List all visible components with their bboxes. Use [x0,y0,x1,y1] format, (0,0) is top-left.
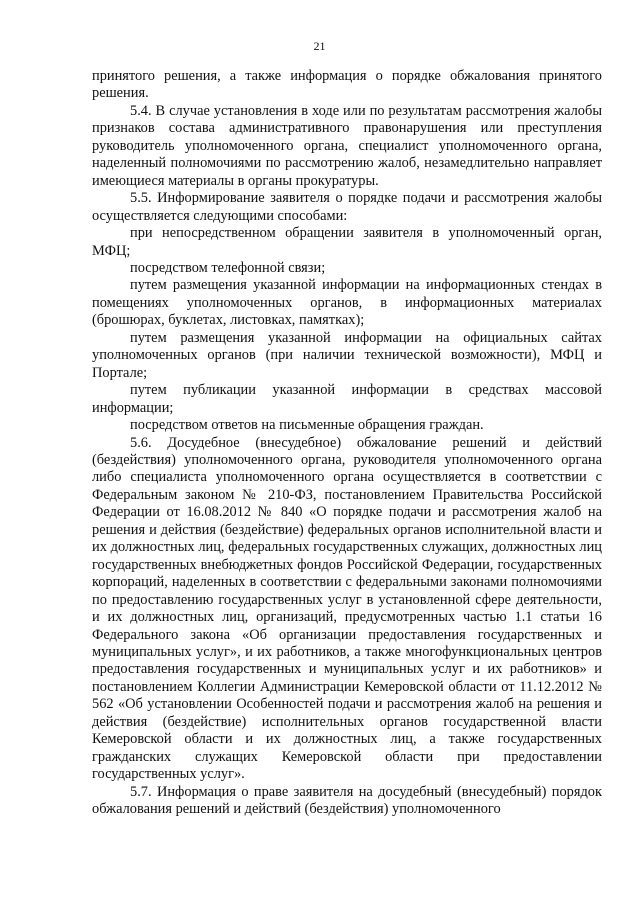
document-body [92,68,602,818]
paragraph-5-4: 5.4. В случае установления в ходе или по результатам рассмотрения жалобы признаков состава административного правонарушения или преступления руководитель уполномоченного органа, специалист уполномоченного органа, наделенный полномочиями по рассмотрению жалоб, незамедлительно направляет имеющиеся материалы в органы прокуратуры. [92,102,602,189]
list-item-info-stands: путем размещения указанной информации на информационных стендах в помещениях уполномоченных органов, в информационных материалах (брошюрах, буклетах, листовках, памятках); [92,277,602,329]
paragraph-5-6: 5.6. Досудебное (внесудебное) обжалование решений и действий (бездействия) уполномоченного органа, руководителя уполномоченного органа либо специалиста уполномоченного органа осуществляется в соответствии с Федеральным законом № 210-ФЗ, постановлением Правительства Российской Федерации от 16.08.2012 № 840 «О порядке подачи и рассмотрения жалоб на решения и действия (бездействие) федеральных органов исполнительной власти и их должностных лиц, федеральных государственных служащих, должностных лиц государственных внебюджетных фондов Российской Федерации, государственных корпораций, наделенных в соответствии с федеральными законами полномочиями по предоставлению государственных услуг в установленной сфере деятельности, и их должностных лиц, организаций, предусмотренных частью 1.1 статьи 16 Федерального закона «Об организации предоставления государственных и муниципальных услуг», и их работников, а также многофункциональных центров предоставления государственных и муниципальных услуг и их работников» и постановлением Коллегии Администрации Кемеровской области от 11.12.2012 № 562 «Об установлении Особенностей подачи и рассмотрения жалоб на решения и действия (бездействие) исполнительных органов государственной власти Кемеровской области и их должностных лиц, а также государственных гражданских служащих Кемеровской области при предоставлении государственных услуг». [92,434,602,783]
paragraph-continuation: принятого решения, а также информация о порядке обжалования принятого решения. [92,68,602,102]
list-item-direct-appeal: при непосредственном обращении заявителя в уполномоченный орган, МФЦ; [92,225,602,259]
list-item-telephone: посредством телефонной связи; [130,259,326,276]
paragraph-5-5: 5.5. Информирование заявителя о порядке подачи и рассмотрения жалобы осуществляется следующими способами: [92,190,602,224]
paragraph-5-7: 5.7. Информация о праве заявителя на досудебный (внесудебный) порядок обжалования решений и действий (бездействия) уполномоченного [92,783,602,818]
list-item-written-responses: посредством ответов на письменные обращения граждан. [130,417,484,434]
list-item-mass-media: путем публикации указанной информации в средствах массовой информации; [92,382,602,416]
list-item-official-sites: путем размещения указанной информации на официальных сайтах уполномоченных органов (при наличии технической возможности), МФЦ и Портале; [92,329,602,381]
page-number: 21 [313,39,326,53]
